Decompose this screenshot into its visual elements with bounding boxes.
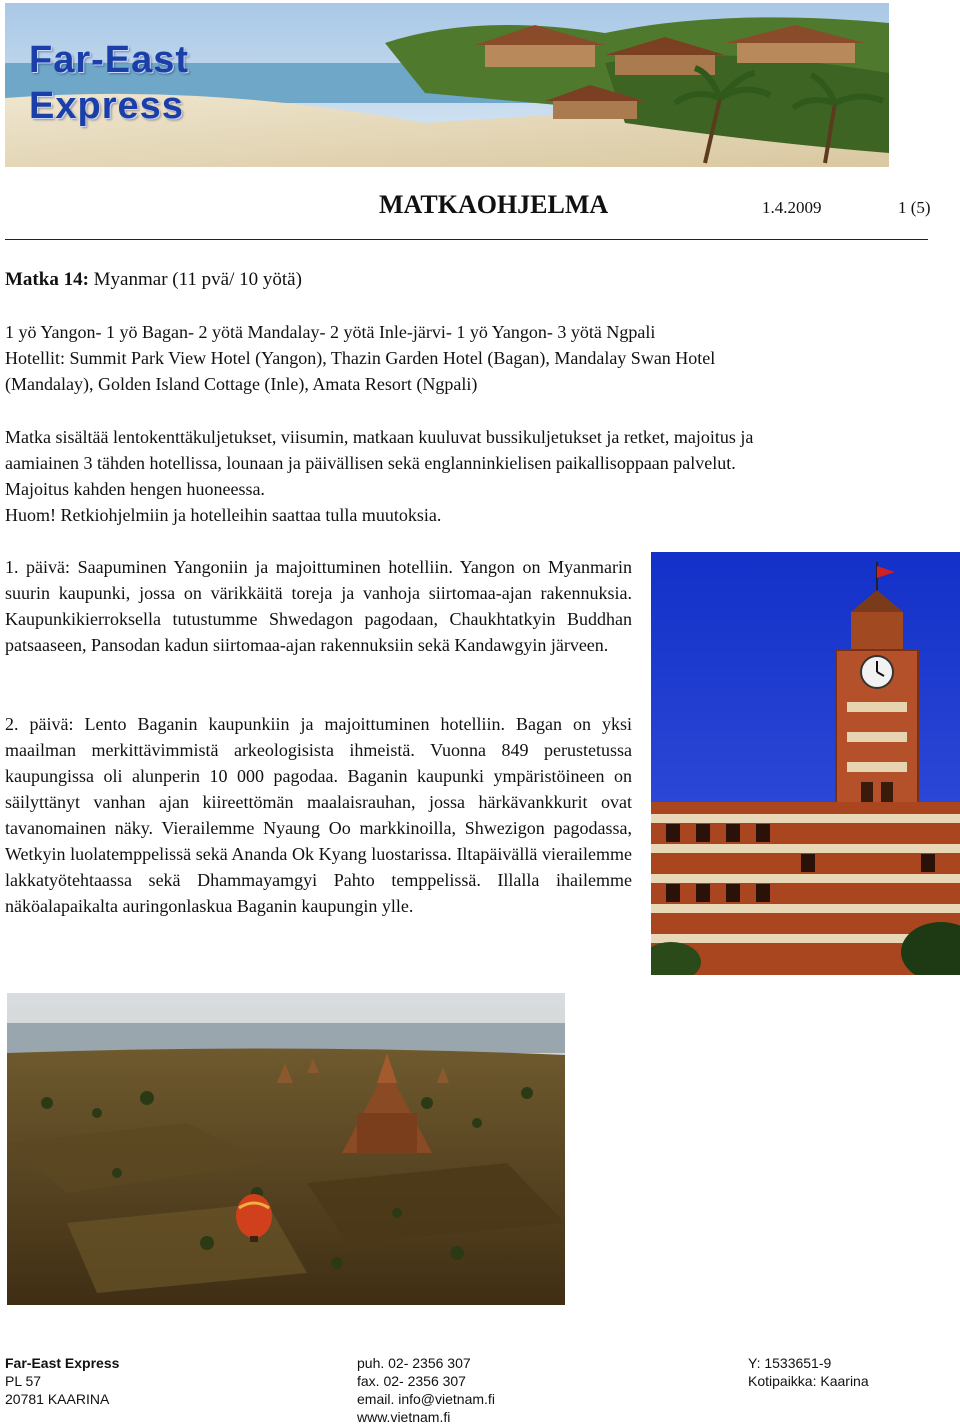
footer-email-link[interactable]: email. info@vietnam.fi — [357, 1391, 495, 1407]
includes-line-3: Majoitus kahden hengen huoneessa. — [5, 479, 265, 499]
includes-line-1: Matka sisältää lentokenttäkuljetukset, viisumin, matkaan kuuluvat bussikuljetukset ja retket, majoitus ja — [5, 427, 754, 447]
yangon-clock-tower-photo — [651, 552, 960, 975]
day-2-description: 2. päivä: Lento Baganin kaupunkiin ja majoittuminen hotelliin. Bagan on yksi maailman merkittävimmistä arkeologisista ihmeistä. Vuonna 849 perustetussa kaupungissa oli alunperin 10 000 pagodaa. Baganin kaupunki ympäristöineen on säilyttänyt vanhan ajan kiireettömän maalaisrauhan, jossa härkävankkurit ovat tavanomainen näky. Vierailemme Nyaung Oo markkinoilla, Shwezigon pagodassa, Wetkyin luolatemppelissä sekä Ananda Ok Kyang luostarissa. Iltapäivällä vierailemme lakkatyötehtaassa sekä Dhammayamgyi Pahto temppelissä. Illalla ihailemme näköalapaikalta auringonlaskua Baganin kaupungin ylle. — [5, 714, 632, 916]
footer-business-id: Y: 1533651-9 — [748, 1355, 832, 1371]
trip-title — [5, 267, 890, 293]
page-number: 1 (5) — [898, 198, 931, 217]
includes-block — [5, 424, 890, 528]
changes-note: Huom! Retkiohjelmiin ja hotelleihin saattaa tulla muutoksia. — [5, 505, 442, 525]
hotels-line-2: (Mandalay), Golden Island Cottage (Inle), Amata Resort (Ngpali) — [5, 374, 478, 394]
banner-logo-line-2: Express — [29, 85, 184, 127]
footer-po-box: PL 57 — [5, 1373, 42, 1389]
header-banner — [5, 3, 889, 167]
itinerary-block — [5, 319, 890, 397]
includes-line-2: aamiainen 3 tähden hotellissa, lounaan ja päivällisen sekä englanninkielisen paikallisoppaan palvelut. — [5, 453, 736, 473]
hotels-line-1: Hotellit: Summit Park View Hotel (Yangon), Thazin Garden Hotel (Bagan), Mandalay Swan Hotel — [5, 348, 716, 368]
footer-postal-address: 20781 KAARINA — [5, 1391, 110, 1407]
footer-website-link[interactable]: www.vietnam.fi — [357, 1409, 451, 1425]
header-divider — [5, 239, 928, 240]
footer-phone: puh. 02- 2356 307 — [357, 1355, 471, 1371]
bagan-aerial-photo — [7, 993, 565, 1305]
day-1-description: 1. päivä: Saapuminen Yangoniin ja majoittuminen hotelliin. Yangon on Myanmarin suurin kaupunki, jossa on värikkäitä toreja ja vanhoja siirtomaa-ajan rakennuksia. Kaupunkikierroksella tutustumme Shwedagon pagodaan, Chaukhtatkyin Buddhan patsaaseen, Pansodan kadun siirtomaa-ajan rakennuksiin sekä Kandawgyin järveen. — [5, 557, 632, 655]
footer-company-name: Far-East Express — [5, 1355, 120, 1371]
trip-name: Myanmar (11 pvä/ 10 yötä) — [88, 269, 302, 290]
banner-logo-line-1: Far-East — [29, 39, 190, 81]
document-title: MATKAOHJELMA — [379, 190, 609, 219]
itinerary-route: 1 yö Yangon- 1 yö Bagan- 2 yötä Mandalay- 2 yötä Inle-järvi- 1 yö Yangon- 3 yötä Ngpali — [5, 322, 656, 342]
footer-registration-column — [748, 1354, 869, 1390]
footer-company-column — [5, 1354, 119, 1408]
footer-fax: fax. 02- 2356 307 — [357, 1373, 466, 1389]
footer-contact-column — [357, 1354, 495, 1426]
document-date: 1.4.2009 — [762, 198, 822, 217]
footer-domicile: Kotipaikka: Kaarina — [748, 1373, 869, 1389]
trip-number: Matka 14: — [5, 269, 89, 290]
